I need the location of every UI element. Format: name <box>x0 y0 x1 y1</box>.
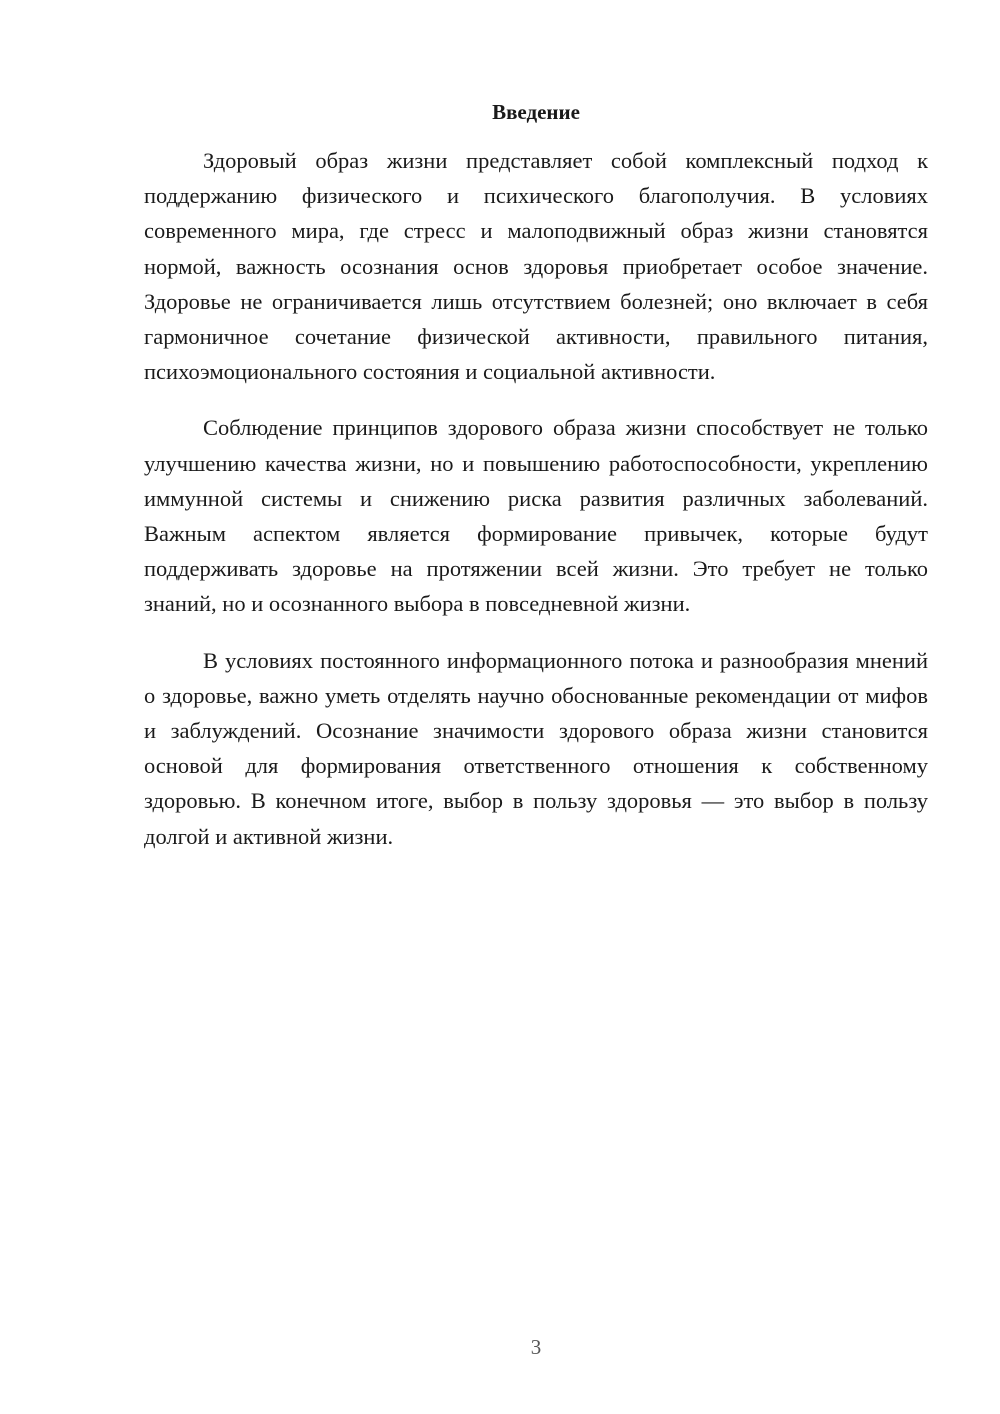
paragraph-1: Здоровый образ жизни представляет собой комплексный подход к поддержанию физического и психического благополучия. В условиях современного мира, где стресс и малоподвижный образ жизни становятся нормой, важность осознания основ здоровья приобретает особое значение. Здоровье не ограничивается лишь отсутствием болезней; оно включает в себя гармоничное сочетание физической активности, правильного питания, психоэмоционального состояния и социальной активности. <box>144 148 928 385</box>
paragraph-3: В условиях постоянного информационного потока и разнообразия мнений о здоровье, важно уметь отделять научно обоснованные рекомендации от мифов и заблуждений. Осознание значимости здорового образа жизни становится основой для формирования ответственного отношения к собственному здоровью. В конечном итоге, выбор в пользу здоровья — это выбор в пользу долгой и активной жизни. <box>144 647 928 849</box>
paragraph-2: Соблюдение принципов здорового образа жизни способствует не только улучшению качества жизни, но и повышению работоспособности, укреплению иммунной системы и снижению риска развития различных заболеваний. Важным аспектом является формирование привычек, которые будут поддерживать здоровье на протяжении всей жизни. Это требует не только знаний, но и осознанного выбора в повседневной жизни. <box>144 415 928 617</box>
page-title: Введение <box>492 100 580 124</box>
page-number: 3 <box>530 1335 542 1359</box>
document-body <box>144 143 928 875</box>
